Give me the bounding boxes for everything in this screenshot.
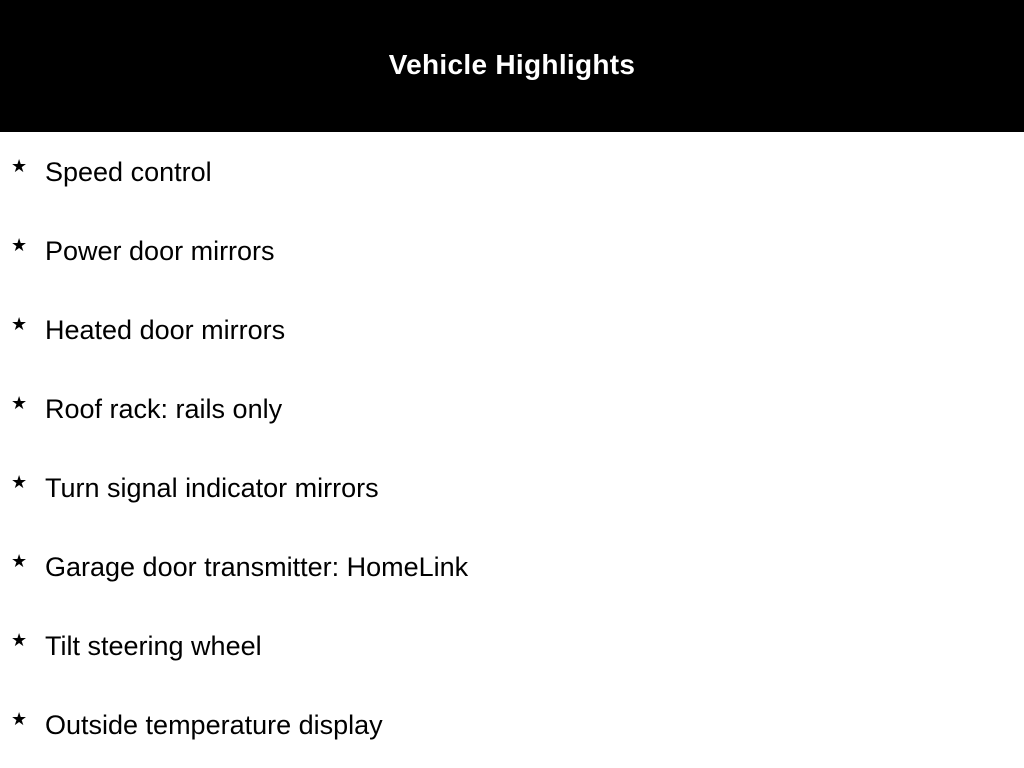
list-item	[0, 211, 1024, 290]
star-icon: ★	[11, 630, 28, 651]
highlights-list	[0, 132, 1024, 764]
star-icon: ★	[11, 709, 28, 730]
page-header	[0, 0, 1024, 132]
list-item	[0, 290, 1024, 369]
star-icon: ★	[11, 156, 28, 177]
highlight-label: Power door mirrors	[45, 236, 275, 266]
list-item	[0, 606, 1024, 685]
list-item	[0, 527, 1024, 606]
highlight-label: Garage door transmitter: HomeLink	[45, 552, 469, 582]
star-icon: ★	[11, 314, 28, 335]
list-item	[0, 685, 1024, 764]
highlight-label: Outside temperature display	[45, 710, 383, 740]
highlight-label: Heated door mirrors	[45, 315, 286, 345]
list-item	[0, 369, 1024, 448]
highlight-label: Turn signal indicator mirrors	[45, 473, 379, 503]
highlight-label: Roof rack: rails only	[45, 394, 283, 424]
page-title: Vehicle Highlights	[388, 49, 636, 80]
star-icon: ★	[11, 235, 28, 256]
list-item	[0, 132, 1024, 211]
highlight-label: Speed control	[45, 157, 212, 187]
star-icon: ★	[11, 393, 28, 414]
star-icon: ★	[11, 472, 28, 493]
highlight-label: Tilt steering wheel	[45, 631, 262, 661]
list-item	[0, 448, 1024, 527]
star-icon: ★	[11, 551, 28, 572]
